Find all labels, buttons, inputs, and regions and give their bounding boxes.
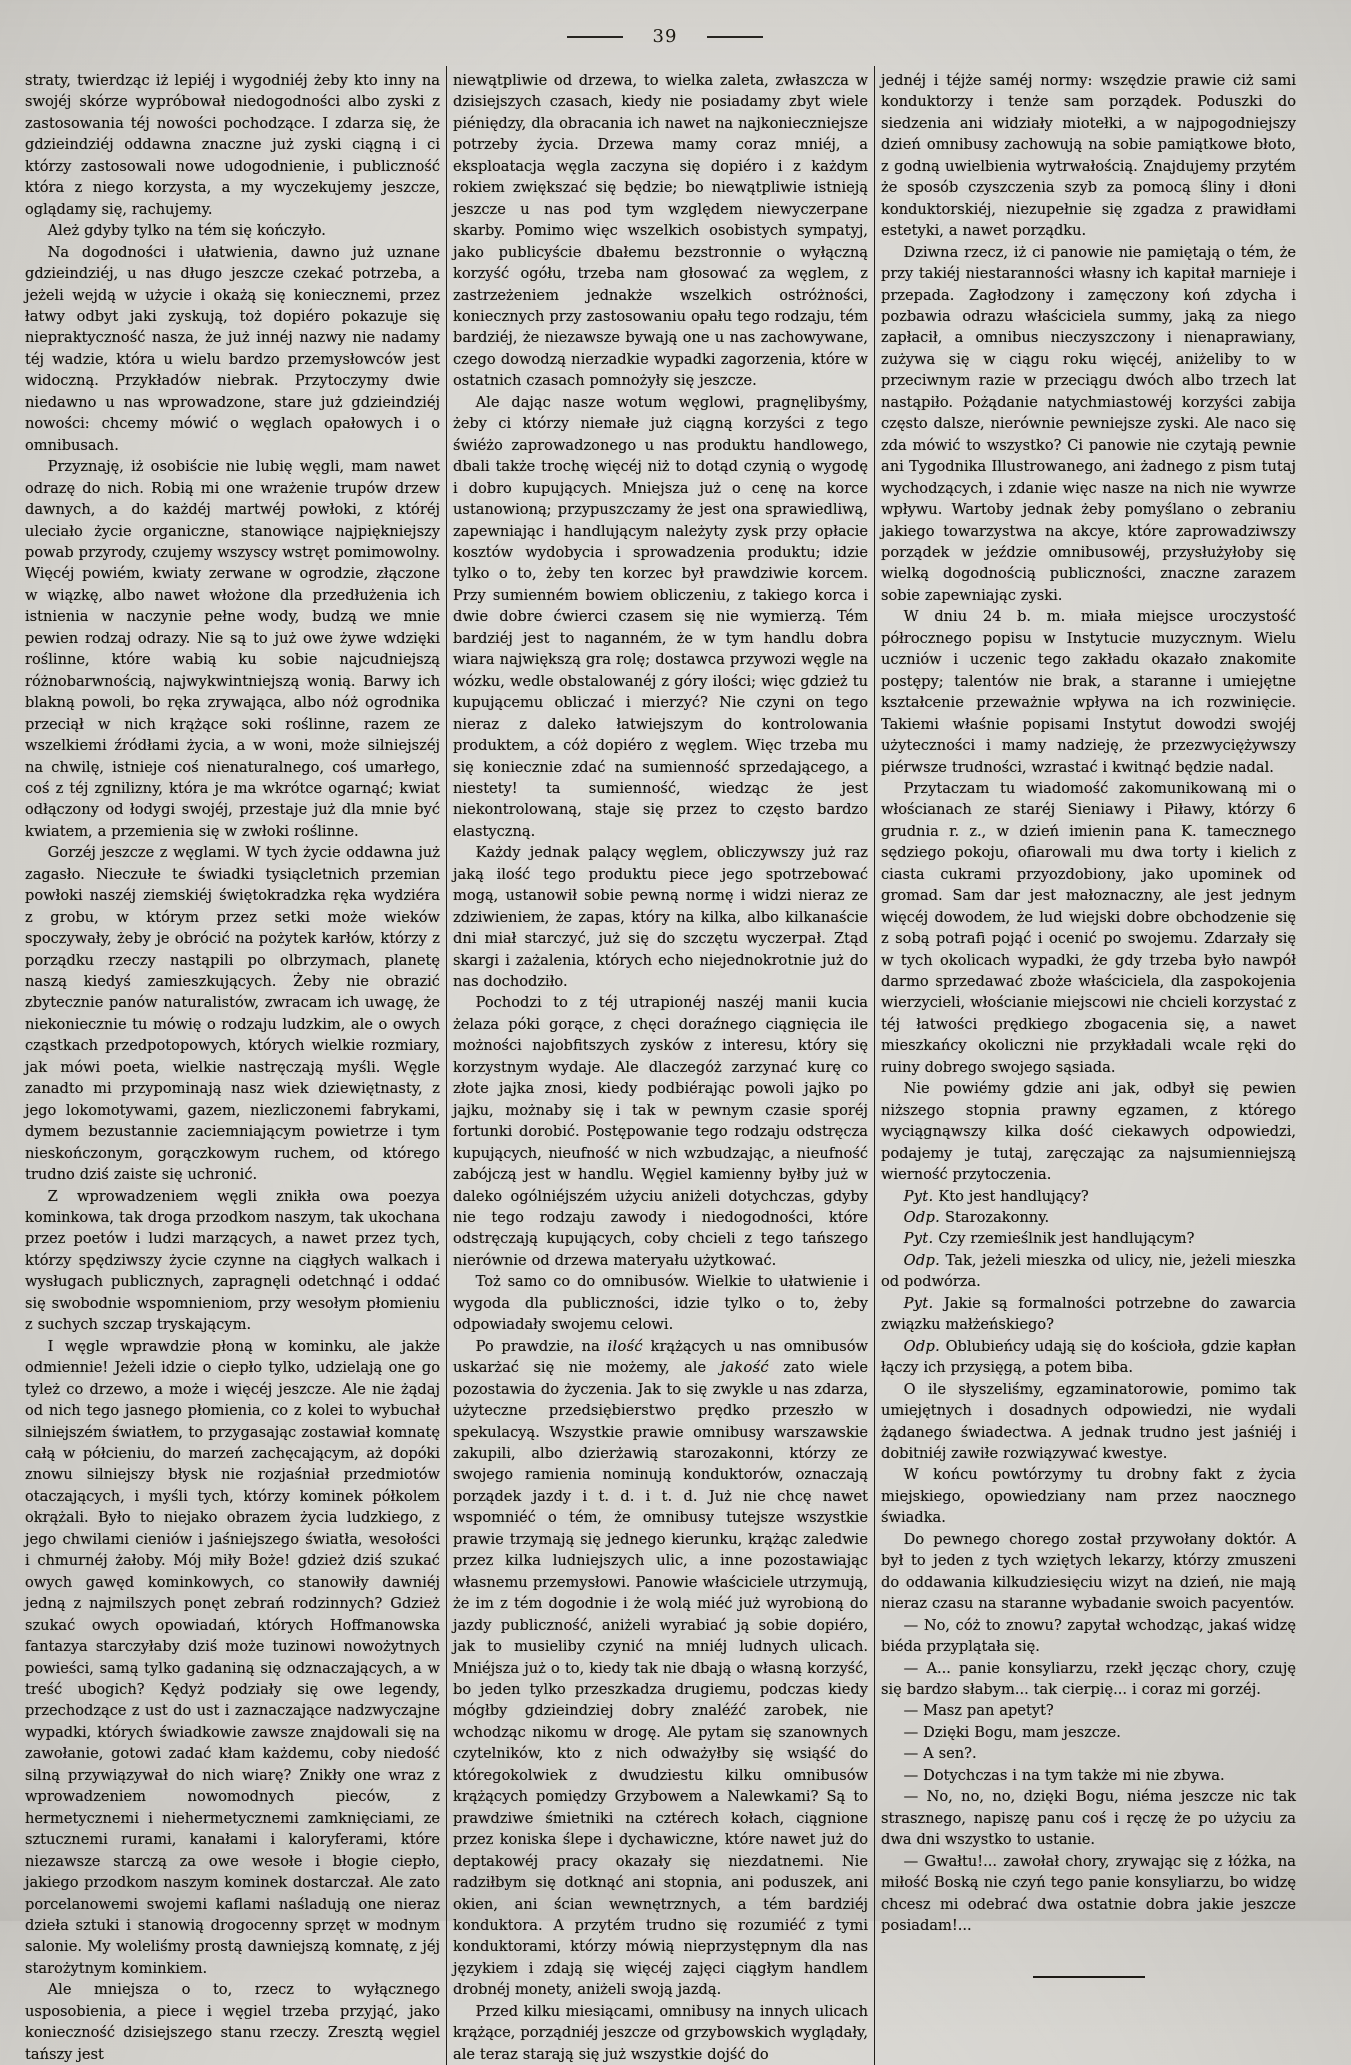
header-dash-left [567,36,623,38]
paragraph: Pyt. Jakie są formalności potrzebne do zawarcia związku małżeńskiego? [881,1294,1296,1334]
paragraph: — No, cóż to znowu? zapytał wchodząc, jakaś widzę biéda przyplątała się. [881,1616,1296,1656]
paragraph: — A... panie konsyliarzu, rzekł jęcząc chory, czuję się bardzo słabym... tak cierpię... i coraz mi gorzéj. [881,1659,1296,1698]
paragraph: I węgle wprawdzie płoną w kominku, ale jakże odmiennie! Jeżeli idzie o ciepło tylko, udzielają one go tyleż co drzewo, a może i więcéj jeszcze. Ale nie żądaj od nich tego jasnego płomienia, co z kolei to wybuchał silniejszém światłem, to przygasając zostawiał komnatę całą w półcieniu, do marzeń zachęcającym, aż dopóki znowu silniejszy błysk nie rozjaśniał przedmiotów otaczających, i myśli tych, którzy kominek półkolem okrążali. Było to niejako obrazem życia ludzkiego, z jego chwilami cieniów i jaśniejszego światła, wesołości i chmurnéj żałoby. Mój miły Boże! gdzież dziś szukać owych gawęd kominkowych, co stanowiły dawniéj jedną z najmilszych ponęt zebrań rodzinnych? Gdzież szukać owych opowiadań, których Hoffmanowska fantazya starczyłaby dziś może tuzinowi nowożytnych powieści, samą tylko gadaniną się odznaczających, a w treść ubogich? Kędyż podziały się owe legendy, przechodzące z ust do ust i zaznaczające nadzwyczajne wypadki, których świadkowie zawsze znajdowali się na zawołanie, gotowi zadać kłam każdemu, coby niedość silną przywiązywał do nich wiarę? Znikły one wraz z wprowadzeniem nowomodnych pieców, z hermetycznemi i niehermetycznemi zamknięciami, ze sztucznemi rurami, kanałami i kaloryferami, które niezawsze starczą za owe wesołe i błogie ciepło, jakiego przodkom naszym kominek dostarczał. Ale zato porcelanowemi swojemi kaflami naśladują one nieraz dzieła sztuki i stanowią drogocenny sprzęt w modnym salonie. My woleliśmy prostą dawniejszą komnatę, z jéj starożytnym kominkiem. [25,1337,440,1977]
column-left [20,66,445,2065]
paragraph: O ile słyszeliśmy, egzaminatorowie, pomimo tak umiejętnych i dosadnych odpowiedzi, nie wydali żądanego świadectwa. A jednak trudno jest jaśniéj i dobitniéj zawiłe rozwiązywać kwestye. [881,1380,1296,1462]
paragraph: Po prawdzie, na ilość krążących u nas omnibusów uskarżać się nie możemy, ale jakość zato wiele pozostawia do życzenia. Jak to się zwykle u nas zdarza, użyteczne przedsiębierstwo prędko przeszło w spekulacyą. Wszystkie prawie omnibusy warszawskie zakupili, albo dzierżawią starozakonni, którzy ze swojego ramienia nominują konduktorów, oznaczają porządek jazdy i t. d. i t. d. Już nie chcę nawet wspomniéć o tém, że omnibusy tutejsze wszystkie prawie trzymają się jednego kierunku, krążąc zaledwie przez kilka ludniejszych ulic, a inne pozostawiając własnemu przemysłowi. Panowie właściciele utrzymują, że im z tém dogodnie i że wolą miéć już wyrobioną do jazdy publiczność, aniżeli wyrabiać ją sobie dopiéro, jak to musieliby czynić na mniéj ludnych ulicach. Mniéjsza już o to, kiedy tak nie dbają o własną korzyść, bo jeden tylko przeszkadza drugiemu, podczas kiedy mógłby gdzieindziej dobry znaléźć zarobek, nie wchodząc nikomu w drogę. Ale pytam się szanownych czytelników, kto z nich odważyłby się wsiąść do któregokolwiek z dwudziestu kilku omnibusów krążących pomiędzy Grzybowem a Nalewkami? Są to prawdziwe śmietniki na cztérech kołach, ciągnione przez koniska ślepe i dychawiczne, które nawet już do deptakowéj pracy okazały się niezdatnemi. Nie radziłbym się dotknąć ani stopnia, ani poduszek, ani okien, ani ścian wewnętrznych, a tém bardziéj konduktora. A przytém trudno się rozumiéć z tymi konduktorami, którzy mówią nieprzystępnym dla nas językiem i zdają się więcéj zajęci ciągłym handlem drobnéj monety, aniżeli swoją jazdą. [453,1337,869,1999]
paragraph: Ależ gdyby tylko na tém się kończyło. [47,222,326,240]
column-separator-2 [874,66,875,2065]
paragraph: — Gwałtu!... zawołał chory, zrywając się z łóżka, na miłość Boską nie czyń tego panie konsyliarzu, bo widzę chcesz mi odebrać dwa ostatnie dobra jakie jeszcze posiadam!... [881,1852,1296,1934]
paragraph: — Masz pan apetyt? [903,1702,1054,1720]
column-right [876,66,1301,2065]
paragraph: Odp. Oblubieńcy udają się do kościoła, gdzie kapłan łączy ich przysięgą, a potem biba. [881,1337,1296,1377]
header-dash-right [707,36,763,38]
article-columns [20,66,1332,2065]
paragraph: — Dzięki Bogu, mam jeszcze. [903,1723,1121,1741]
paragraph: Ale mniejsza o to, rzecz to wyłącznego usposobienia, a piece i węgiel trzeba przyjąć, jako konieczność dzisiejszego stanu rzeczy. Zresztą węgiel tańszy jest [25,1981,440,2063]
paragraph: W końcu powtórzymy tu drobny fakt z życia miejskiego, opowiedziany nam przez naocznego świadka. [881,1466,1296,1527]
page-header [0,26,1330,47]
paragraph: Toż samo co do omnibusów. Wielkie to ułatwienie i wygoda dla publiczności, idzie tylko o to, żeby odpowiadały swojemu celowi. [453,1273,868,1334]
paragraph: Ale dając nasze wotum węglowi, pragnęlibyśmy, żeby ci którzy niemałe już ciągną korzyści z tego świéżo zaprowadzonego u nas produktu handlowego, dbali także trochę więcéj niż to dotąd czynią o wygodę i dobro kupujących. Mniejsza już o cenę na korce ustanowioną; przypuszczamy że jest ona sprawiedliwą, zapewniając i handlującym należyty zysk przy opłacie kosztów wydobycia i sprowadzenia produktu; idzie tylko o to, żeby ten korzec był prawdziwie korcem. Przy sumienném bowiem obliczeniu, z takiego korca i dwie dobre ćwierci czasem się nie wymierzą. Tém bardziéj jest to naganném, że w tym handlu dobra wiara największą gra rolę; dostawca przywozi węgle na wózku, wedle obstalowanéj z góry ilości; więc gdzież tu kupującemu obliczać i mierzyć? Nie czyni on tego nieraz z daleko łatwiejszym do kontrolowania produktem, a cóż dopiéro z węglem. Więc trzeba mu się koniecznie zdać na sumienność sprzedającego, a niestety! ta sumienność, wiedząc że jest niekontrolowaną, staje się przez to często bardzo elastyczną. [453,393,868,840]
paragraph: Odp. Starozakonny. [903,1209,1050,1227]
paragraph: — Dotychczas i na tym także mi nie zbywa. [903,1766,1225,1784]
paragraph: Pochodzi to z téj utrapionéj naszéj manii kucia żelaza póki gorące, z chęci doraźnego ciągnięcia ile możności najobfitszych zysków z interesu, który się korzystnym wydaje. Ale dlaczegóż zarzynać kurę co złote jajka znosi, kiedy podbiérając powoli jajko po jajku, możnaby się i tak w pewnym czasie sporéj fortunki dorobić. Postępowanie tego rodzaju odstręcza kupujących, nieufność w nich wzbudzając, a nieufność zabójczą jest w handlu. Węgiel kamienny byłby już w daleko ogólniéjszém użyciu aniżeli dotychczas, gdyby nie tego rodzaju zawody i niedogodności, które odstręczają kupujących, coby chcieli z tego tańszego nierównie od drzewa materyału użytkować. [453,994,868,1269]
column-middle [448,66,873,2065]
paragraph: Odp. Tak, jeżeli mieszka od ulicy, nie, jeżeli mieszka od podwórza. [881,1251,1296,1291]
paragraph: straty, twierdząc iż lepiéj i wygodniéj żeby kto inny na swojéj skórze wypróbował niedogodności albo zyski z zastosowania téj nowości pochodzące. I zdarza się, że gdzieindziéj oddawna znaczne już zyski ciągną i ci którzy zastosowali nowe udogodnienie, i publiczność która z niego korzysta, a my wyczekujemy jeszcze, oglądamy się, rachujemy. [25,72,440,218]
paragraph: Przed kilku miesiącami, omnibusy na innych ulicach krążące, porządniéj jeszcze od grzybowskich wyglądały, ale teraz starają się już wszystkie dojść do [453,2002,868,2063]
paragraph: Pyt. Kto jest handlujący? [903,1187,1089,1205]
paragraph: Gorzéj jeszcze z węglami. W tych życie oddawna już zagasło. Nieczułe te świadki tysiącletnich przemian powłoki naszéj ziemskiéj świętokradzka ręka wydziéra z grobu, w którym przez setki może wieków spoczywały, żeby je obrócić na pożytek karłów, którzy z porządku rzeczy nastąpili po olbrzymach, planetę naszą kiedyś zamieszkujących. Żeby nie obrazić zbytecznie panów naturalistów, zwracam ich uwagę, że niekoniecznie tu mówię o rodzaju ludzkim, ale o owych cząstkach przedpotopowych, których wielkie rozmiary, jak mówi poeta, wielkie nastręczają myśli. Węgle zanadto mi przypominają nasz wiek dziewiętnasty, z jego lokomotywami, gazem, niezliczonemi fabrykami, dymem bezustannie zaciemniającym powietrze i tym nieskończonym, gorączkowym ruchem, od którego trudno dziś zaiste się uchronić. [25,844,440,1184]
paragraph: — A sen?. [903,1745,977,1763]
paragraph: Z wprowadzeniem węgli znikła owa poezya kominkowa, tak droga przodkom naszym, tak ukochana przez poetów i ludzi marzących, a nawet przez tych, którzy spędziwszy życie czynne na ciągłych walkach i wysługach publicznych, zapragnęli odetchnąć i oddać się swobodnie wspomnieniom, przy wesołym płomieniu z suchych szczap tryskającym. [25,1187,440,1334]
paragraph: Dziwna rzecz, iż ci panowie nie pamiętają o tém, że przy takiéj niestaranności własny ich kapitał marnieje i przepada. Zagłodzony i zamęczony koń zdycha i pozbawia odrazu właściciela summy, jaką za niego zapłacił, a omnibus nieczyszczony i nienaprawiany, zużywa się w ciągu roku więcéj, aniżeliby to w przeciwnym razie w przeciągu dwóch albo trzech lat nastąpiło. Pożądanie natychmiastowéj korzyści zabija często dalsze, nierównie pewniejsze zyski. Ale naco się zda mówić to wszystko? Ci panowie nie czytają pewnie ani Tygodnika Illustrowanego, ani żadnego z pism tutaj wychodzących, i zdanie więc nasze na nich nie wywrze wpływu. Wartoby jednak żeby pomyślano o zebraniu jakiego towarzystwa na akcye, które zaprowadziwszy porządek w jeździe omnibusowéj, przysłużyłoby się wielką dogodnością publiczności, znaczne zarazem sobie zapewniając zyski. [881,243,1296,604]
paragraph: jednéj i téjże saméj normy: wszędzie prawie ciż sami konduktorzy i tenże sam porządek. Poduszki do siedzenia ani widziały miotełki, a w najpogodniejszy dzień omnibusy zachowują na sobie pamiątkowe błoto, z godną uwielbienia wytrwałością. Znajdujemy przytém że sposób czyszczenia szyb za pomocą śliny i dłoni konduktorskiéj, niezupełnie się zgadza z prawidłami estetyki, a nawet porządku. [881,72,1296,240]
paragraph: Pyt. Czy rzemieślnik jest handlującym? [903,1230,1195,1248]
paragraph: W dniu 24 b. m. miała miejsce uroczystość półrocznego popisu w Instytucie muzycznym. Wielu uczniów i uczenic tego zakładu okazało znakomite postępy; talentów nie brak, a staranne i umiejętne kształcenie przeważnie wpływa na ich rozwinięcie. Takiemi właśnie popisami Instytut dowodzi swojéj użyteczności i mamy nadzieję, że przezwyciężywszy piérwsze trudności, wzrastać i kwitnąć będzie nadal. [881,608,1296,776]
page-number: 39 [652,26,678,47]
paragraph: Przytaczam tu wiadomość zakomunikowaną mi o włościanach ze staréj Sieniawy i Piławy, którzy 6 grudnia r. z., w dzień imienin pana K. tamecznego sędziego pokoju, ofiarowali mu dwa torty i kielich z ciasta cukrami przyozdobiony, jako upominek od gromad. Sam dar jest małoznaczny, ale jest jednym więcéj dowodem, że lud wiejski dobre obchodzenie się z sobą potrafi pojąć i ocenić po swojemu. Zdarzały się w tych okolicach wypadki, że gdy trzeba było nawpół darmo sprzedawać zboże właściciela, dla zaspokojenia wierzycieli, włościanie miejscowi nie chcieli korzystać z téj łatwości prędkiego zbogacenia się, a nawet mieszkańcy okoliczni nie przykładali wcale ręki do ruiny dobrego swojego sąsiada. [881,779,1296,1076]
paragraph: Przyznaję, iż osobiście nie lubię węgli, mam nawet odrazę do nich. Robią mi one wrażenie trupów drzew dawnych, a do każdéj martwéj powłoki, z któréj uleciało życie organiczne, stanowiące najpiękniejszy powab przyrody, czujemy wszyscy wstręt pomimowolny. Więcéj powiém, kwiaty zerwane w ogrodzie, złączone w wiązkę, albo nawet włożone dla przedłużenia ich istnienia w naczynie pełne wody, budzą we mnie pewien rodzaj odrazy. Nie są to już owe żywe wdzięki roślinne, które wabią ku sobie najcudniejszą różnobarwnością, najwykwintniejszą wonią. Barwy ich blakną powoli, bo ręka zrywająca, albo nóż ogrodnika przeciął w nich krążące soki roślinne, razem ze wszelkiemi źródłami życia, a w woni, może silniejszéj na chwilę, istnieje coś nienaturalnego, coś umarłego, coś z téj zgnilizny, która je ma wkrótce ogarnąć; kwiat odłączony od łodygi swojéj, przestaje już dla mnie być kwiatem, a przemienia się w zwłoki roślinne. [25,458,440,840]
column-separator-1 [446,66,447,2065]
paragraph: Na dogodności i ułatwienia, dawno już uznane gdzieindziéj, u nas długo jeszcze czekać potrzeba, a jeżeli wejdą w użycie i okażą się koniecznemi, przez łatwy odbyt jaki zyskują, toż dopiéro pokazuje się niepraktyczność nasza, że już innéj nazwy nie nadamy téj wadzie, która u wielu bardzo przemysłowców jest widoczną. Przykładów niebrak. Przytoczymy dwie niedawno u nas wprowadzone, stare już gdzieindziéj nowości: chcemy mówić o węglach opałowych i o omnibusach. [25,243,440,454]
paragraph: Każdy jednak palący węglem, obliczywszy już raz jaką ilość tego produktu piece jego spotrzebować mogą, ustanowił sobie pewną normę i widzi nieraz ze zdziwieniem, że zapas, który na kilka, albo kilkanaście dni miał starczyć, już się do szczętu wyczerpał. Ztąd skargi i zażalenia, których echo niejednokrotnie już do nas dochodziło. [453,844,868,991]
paragraph: Nie powiémy gdzie ani jak, odbył się pewien niższego stopnia prawny egzamen, z którego wyciągnąwszy kilka dość ciekawych odpowiedzi, podajemy je tutaj, zaręczając za najsumienniejszą wierność przytoczenia. [881,1080,1296,1184]
article-end-rule [1033,1976,1145,1978]
paragraph: niewątpliwie od drzewa, to wielka zaleta, zwłaszcza w dzisiejszych czasach, kiedy nie posiadamy zbyt wiele piéniędzy, dla obracania ich nawet na najkonieczniejsze potrzeby życia. Drzewa mamy coraz mniéj, a eksploatacja węgla zaczyna się dopiéro i z każdym rokiem zwiększać się będzie; bo niewątpliwie istnieją jeszcze u nas pod tym względem niewyczerpane skarby. Pomimo więc wszelkich osobistych sympatyj, jako publicyście dbałemu bezstronnie o wyłączną korzyść ogółu, trzeba nam głosować za węglem, z zastrzeżeniem jednakże wszelkich ostróżności, koniecznych przy zastosowaniu opału tego rodzaju, tém bardziéj, że niezawsze bywają one u nas zachowywane, czego dowodzą nierzadkie wypadki zagorzenia, które w ostatnich czasach pomnożyły się jeszcze. [453,72,868,390]
paragraph: Do pewnego chorego został przywołany doktór. A był to jeden z tych wziętych lekarzy, którzy zmuszeni do oddawania kilkudziesięciu wizyt na dzień, nie mają nieraz czasu na staranne wybadanie swoich pacyentów. [881,1530,1296,1613]
paragraph: — No, no, no, dzięki Bogu, niéma jeszcze nic tak strasznego, napiszę panu coś i ręczę że po użyciu za dwa dni wszystko to ustanie. [881,1788,1296,1849]
